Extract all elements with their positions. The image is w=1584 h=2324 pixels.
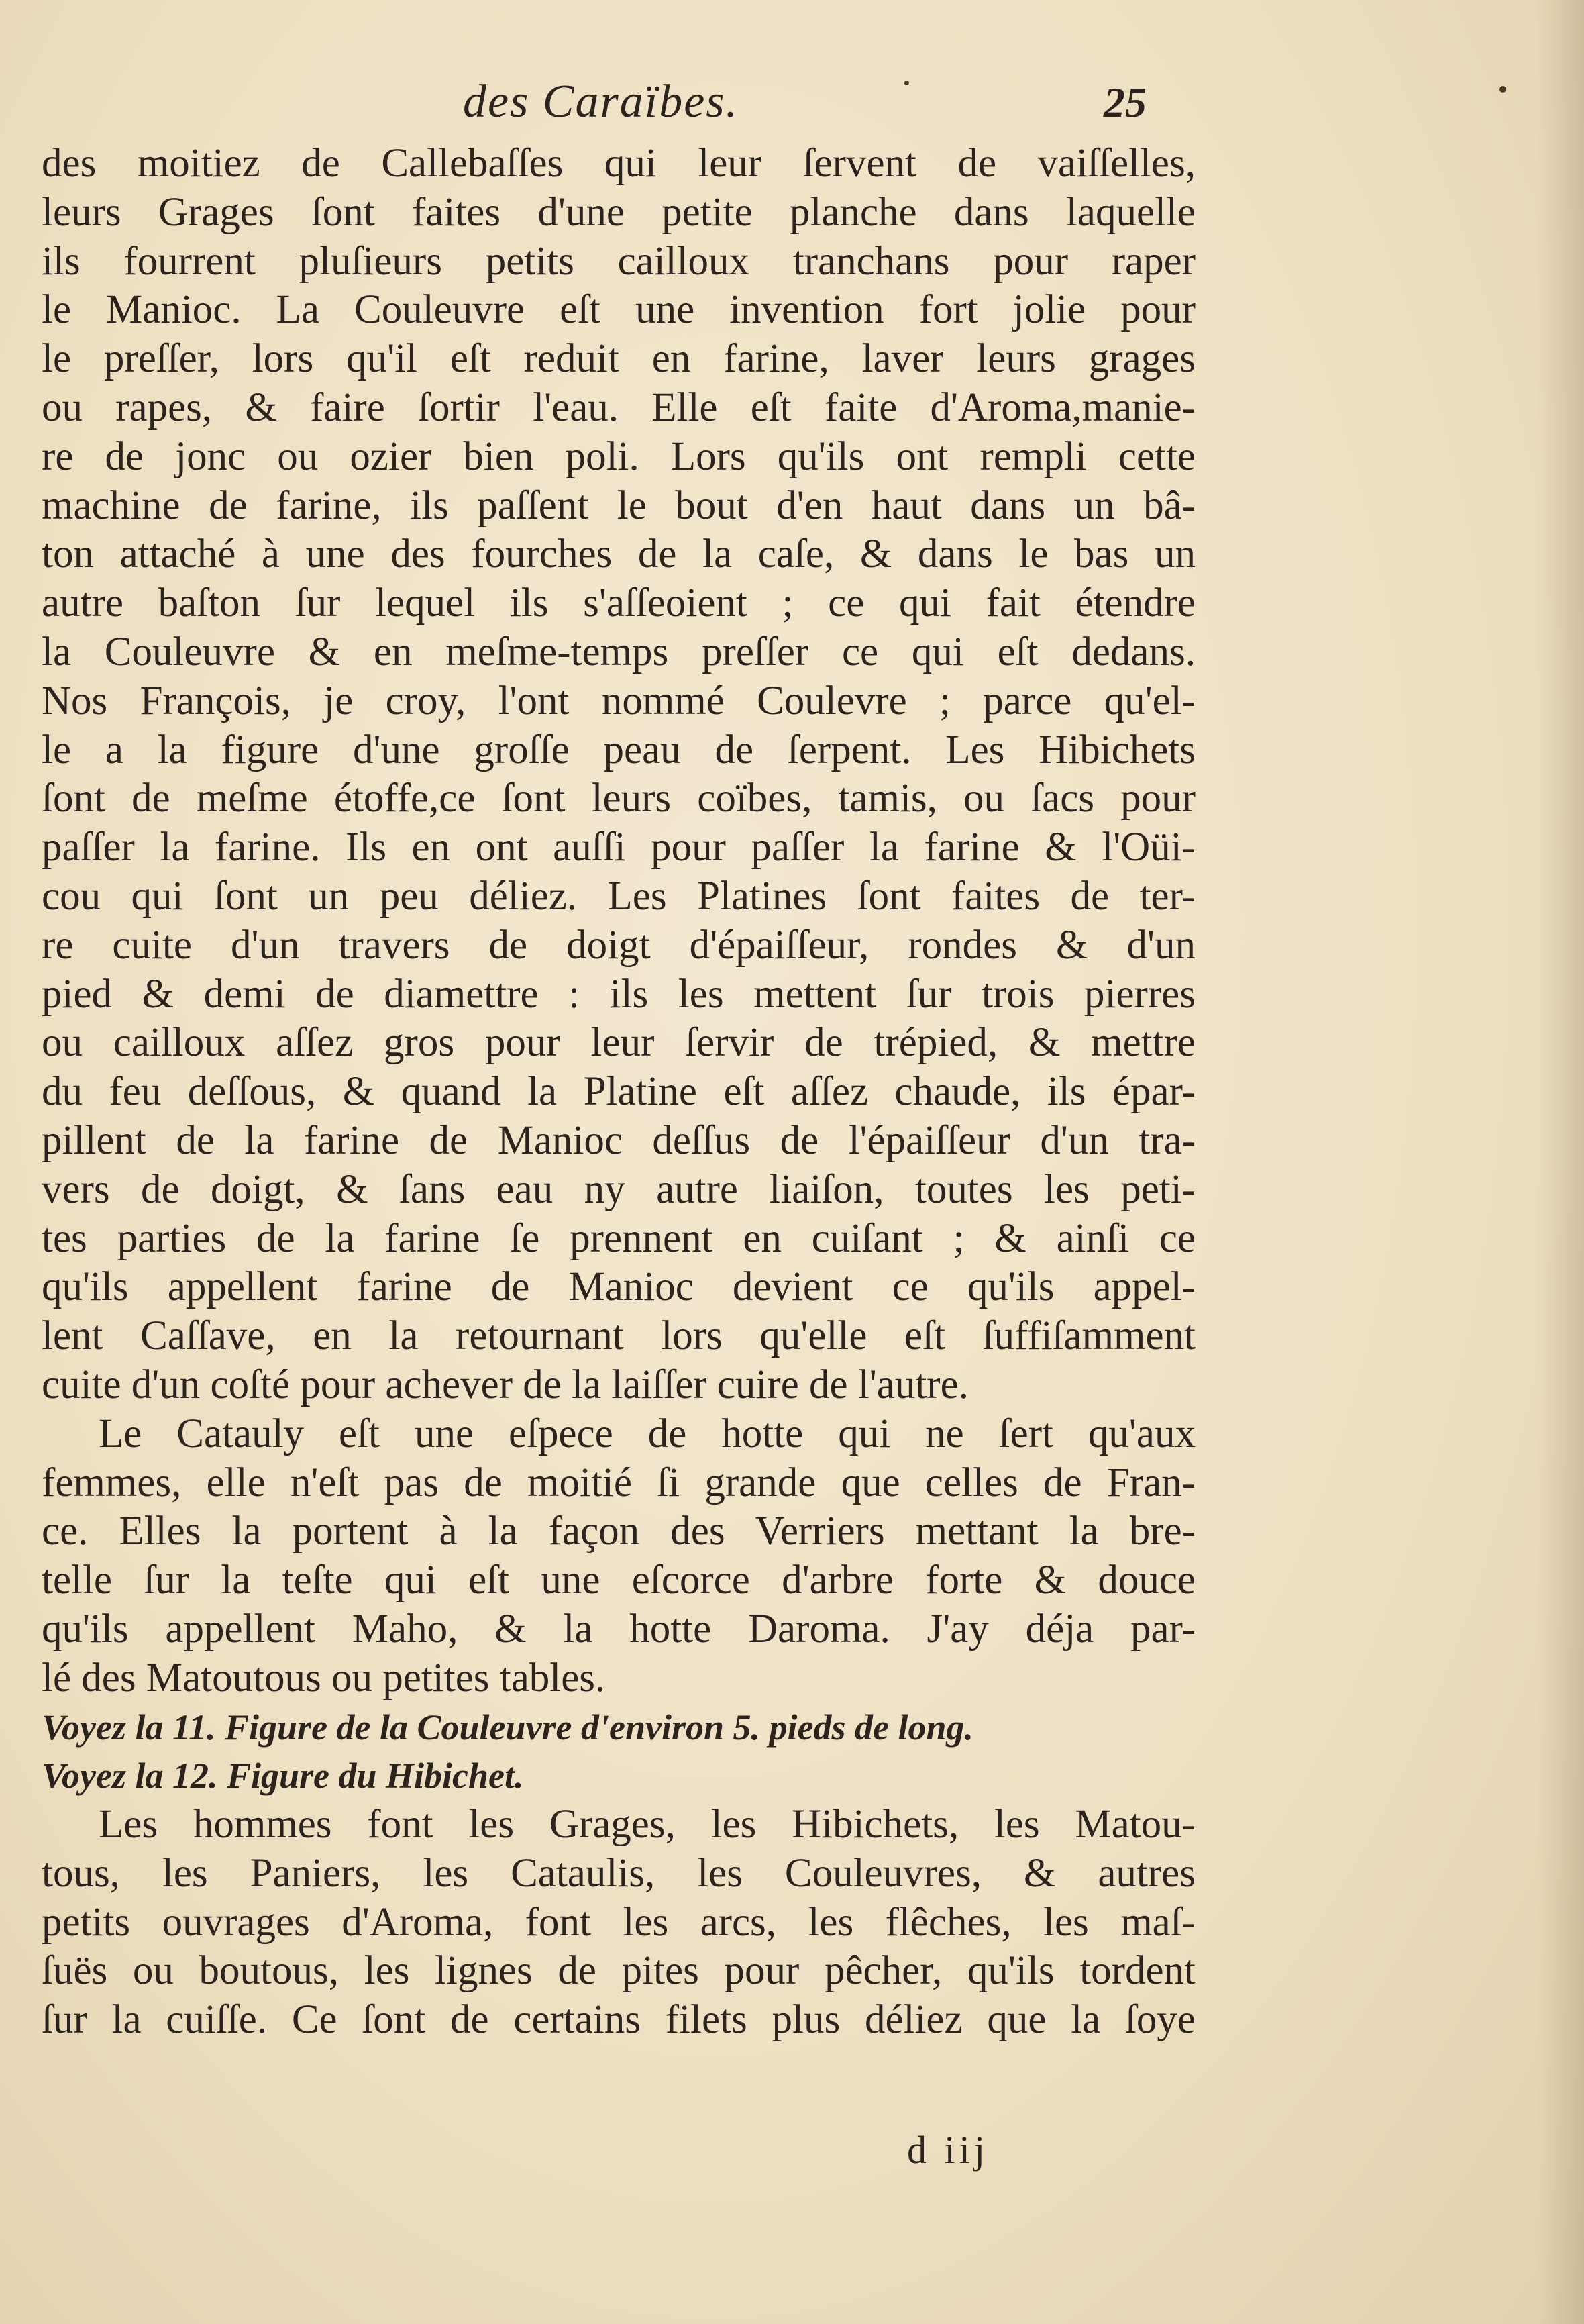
text-line: re de jonc ou ozier bien poli. Lors qu'ils ont rempli cette [42, 434, 1196, 479]
text-line: ou cailloux aſſez gros pour leur ſervir de trépied, & mettre [42, 1020, 1196, 1066]
running-head: des Caraïbes. [463, 76, 739, 128]
text-line: machine de farine, ils paſſent le bout d'en haut dans un bâ- [42, 483, 1196, 528]
text-line: telle ſur la teſte qui eſt une eſcorce d'arbre forte & douce [42, 1558, 1196, 1603]
page-gutter-shadow [1537, 0, 1584, 2324]
text-line: ton attaché à une des fourches de la caſe, & dans le bas un [42, 532, 1196, 577]
signature-mark: d iij [907, 2128, 989, 2172]
text-line: tes parties de la farine ſe prennent en cuiſant ; & ainſi ce [42, 1215, 1196, 1261]
text-line: ils fourrent pluſieurs petits cailloux tranchans pour raper [42, 238, 1196, 284]
body-text [42, 140, 1196, 2045]
text-line: du feu deſſous, & quand la Platine eſt aſſez chaude, ils épar- [42, 1069, 1196, 1115]
text-line: ſuës ou boutous, les lignes de pites pour pêcher, qu'ils tordent [42, 1948, 1196, 1994]
text-line: lent Caſſave, en la retournant lors qu'elle eſt ſuffiſamment [42, 1313, 1196, 1359]
text-line: ſur la cuiſſe. Ce ſont de certains filets plus déliez que la ſoye [42, 1997, 1196, 2043]
text-line: tous, les Paniers, les Cataulis, les Couleuvres, & autres [42, 1850, 1196, 1896]
text-line: lé des Matoutous ou petites tables. [42, 1655, 606, 1701]
figure-note: Voyez la 12. Figure du Hibichet. [42, 1756, 524, 1797]
text-line: des moitiez de Callebaſſes qui leur ſervent de vaiſſelles, [42, 141, 1196, 186]
text-line: ce. Elles la portent à la façon des Verriers mettant la bre- [42, 1509, 1196, 1554]
text-line: pied & demi de diamettre : ils les mettent ſur trois pierres [42, 971, 1196, 1017]
text-line: cuite d'un coſté pour achever de la laiſſer cuire de l'autre. [42, 1362, 969, 1407]
page-header [0, 75, 1584, 136]
text-line: pillent de la farine de Manioc deſſus de l'épaiſſeur d'un tra- [42, 1117, 1196, 1163]
text-line: paſſer la farine. Ils en ont auſſi pour paſſer la farine & l'Oüi- [42, 825, 1196, 870]
text-line: leurs Grages ſont faites d'une petite planche dans laquelle [42, 189, 1196, 235]
text-line: qu'ils appellent farine de Manioc devient ce qu'ils appel- [42, 1264, 1196, 1310]
text-line: qu'ils appellent Maho, & la hotte Daroma. J'ay déja par- [42, 1606, 1196, 1652]
text-line: cou qui ſont un peu déliez. Les Platines ſont faites de ter- [42, 873, 1196, 919]
text-line: ſont de meſme étoffe,ce ſont leurs coïbes, tamis, ou ſacs pour [42, 776, 1196, 821]
text-line: le preſſer, lors qu'il eſt reduit en farine, laver leurs grages [42, 336, 1196, 382]
text-line: ou rapes, & faire ſortir l'eau. Elle eſt faite d'Aroma,manie- [42, 385, 1196, 430]
text-line: autre baſton ſur lequel ils s'aſſeoient ; ce qui fait étendre [42, 580, 1196, 626]
page-number: 25 [1104, 79, 1147, 126]
text-line: le Manioc. La Couleuvre eſt une invention fort jolie pour [42, 287, 1196, 333]
text-line: le a la figure d'une groſſe peau de ſerpent. Les Hibichets [42, 727, 1196, 772]
text-line: petits ouvrages d'Aroma, font les arcs, les flêches, les maſ- [42, 1899, 1196, 1945]
text-line: Nos François, je croy, l'ont nommé Coulevre ; parce qu'el- [42, 678, 1196, 723]
text-line: Les hommes font les Grages, les Hibichets, les Matou- [99, 1802, 1196, 1848]
text-line: Le Catauly eſt une eſpece de hotte qui ne ſert qu'aux [99, 1411, 1196, 1456]
text-line: femmes, elle n'eſt pas de moitié ſi grande que celles de Fran- [42, 1460, 1196, 1505]
text-line: vers de doigt, & ſans eau ny autre liaiſon, toutes les peti- [42, 1166, 1196, 1212]
text-line: la Couleuvre & en meſme-temps preſſer ce qui eſt dedans. [42, 629, 1196, 674]
figure-note: Voyez la 11. Figure de la Couleuvre d'environ 5. pieds de long. [42, 1707, 974, 1748]
text-line: re cuite d'un travers de doigt d'épaiſſeur, rondes & d'un [42, 922, 1196, 968]
